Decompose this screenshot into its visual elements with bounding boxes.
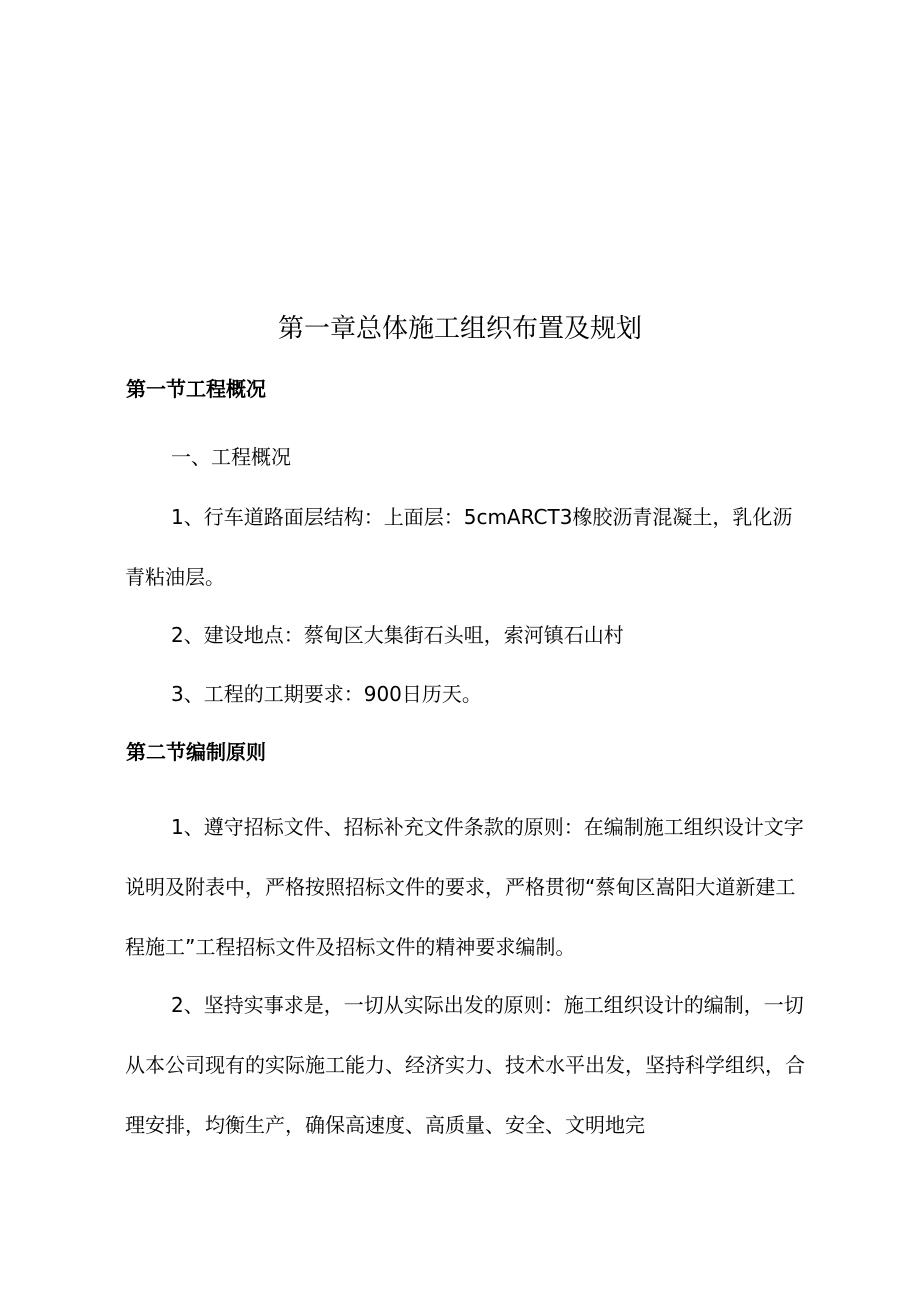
paragraph-principle-1: 1、遵守招标文件、招标补充文件条款的原则：在编制施工组织设计文字说明及附表中，严格按照招标文件的要求，严格贯彻“蔡甸区嵩阳大道新建工程施工”工程招标文件及招标文件的精神要求编制。 [125,815,804,959]
paragraph-principle-2: 2、坚持实事求是，一切从实际出发的原则：施工组织设计的编制，一切从本公司现有的实际施工能力、经济实力、技术水平出发，坚持科学组织，合理安排，均衡生产，确保高速度、高质量、安全、文明地完 [125,993,805,1137]
section-title-overview: 第一节工程概况 [126,377,266,401]
chapter-title: 第一章总体施工组织布置及规划 [277,314,642,344]
paragraph-site-location: 2、建设地点：蔡甸区大集街石头咀，索河镇石山村 [171,623,624,647]
paragraph-overview-heading: 一、工程概况 [171,445,291,469]
paragraph-pavement-structure: 1、行车道路面层结构：上面层：5cmARCT3橡胶沥青混凝土，乳化沥青粘油层。 [125,505,793,589]
paragraph-duration: 3、工程的工期要求：900日历天。 [171,682,482,706]
section-title-principles: 第二节编制原则 [126,740,266,764]
